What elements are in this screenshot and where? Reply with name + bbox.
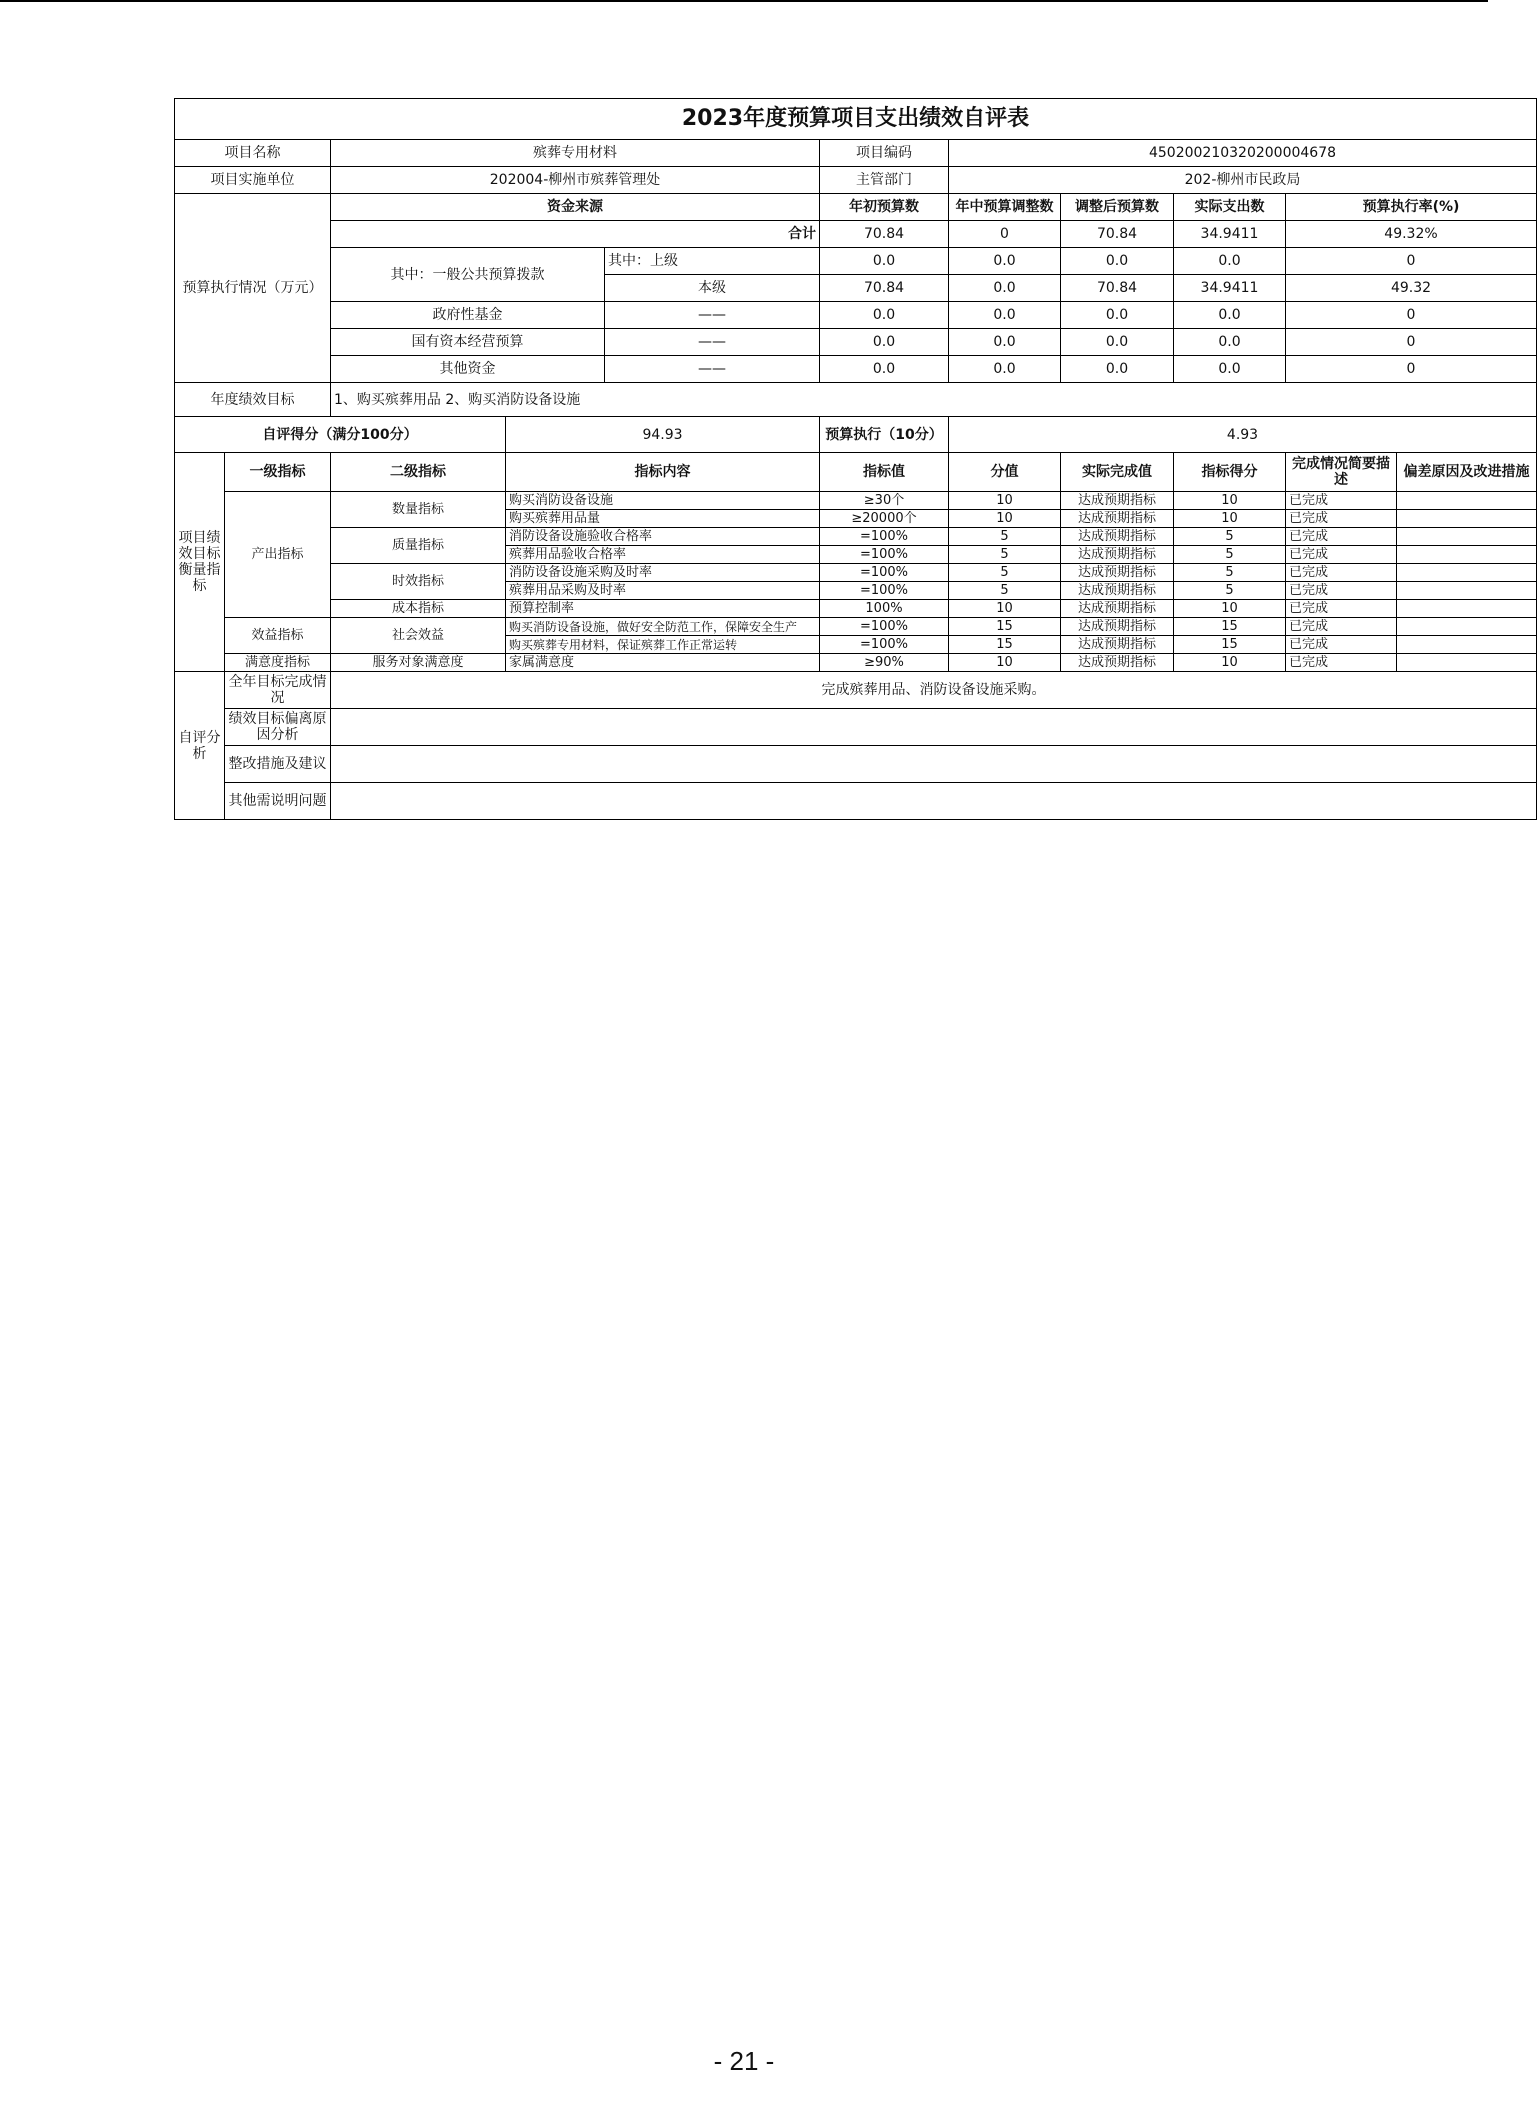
ind-status: 已完成 [1286, 636, 1397, 654]
ind-content: 殡葬用品验收合格率 [506, 546, 820, 564]
ind-status: 已完成 [1286, 582, 1397, 600]
ind-header-status: 完成情况简要描述 [1286, 453, 1397, 492]
analysis-label-other: 其他需说明问题 [225, 783, 331, 820]
budget-total-adjust: 0 [949, 221, 1061, 248]
ind-score: 10 [1174, 510, 1286, 528]
budget-other-label: 其他资金 [331, 356, 605, 383]
ind-actual: 达成预期指标 [1061, 654, 1174, 672]
budget-gov-fund-rate: 0 [1286, 302, 1537, 329]
ind-actual: 达成预期指标 [1061, 528, 1174, 546]
ind-target: =100% [820, 546, 949, 564]
ind-points: 5 [949, 582, 1061, 600]
level2-quality: 质量指标 [331, 528, 506, 564]
dept: 202-柳州市民政局 [949, 167, 1537, 194]
ind-content: 消防设备设施采购及时率 [506, 564, 820, 582]
budget-total-adjusted: 70.84 [1061, 221, 1174, 248]
ind-header-deviation: 偏差原因及改进措施 [1397, 453, 1537, 492]
project-name-label: 项目名称 [175, 140, 331, 167]
score-label: 自评得分（满分100分） [175, 417, 506, 453]
budget-total-label: 合计 [331, 221, 820, 248]
level2-timeliness: 时效指标 [331, 564, 506, 600]
level2-quantity: 数量指标 [331, 492, 506, 528]
dept-label: 主管部门 [820, 167, 949, 194]
project-code-label: 项目编码 [820, 140, 949, 167]
ind-score: 5 [1174, 564, 1286, 582]
budget-total-rate: 49.32% [1286, 221, 1537, 248]
ind-status: 已完成 [1286, 654, 1397, 672]
ind-points: 5 [949, 564, 1061, 582]
ind-points: 15 [949, 618, 1061, 636]
budget-header-actual: 实际支出数 [1174, 194, 1286, 221]
budget-state-capital-dash: —— [605, 329, 820, 356]
budget-local-rate: 49.32 [1286, 275, 1537, 302]
ind-header-level2: 二级指标 [331, 453, 506, 492]
ind-score: 15 [1174, 618, 1286, 636]
ind-target: =100% [820, 564, 949, 582]
budget-local-initial: 70.84 [820, 275, 949, 302]
impl-unit: 202004-柳州市殡葬管理处 [331, 167, 820, 194]
budget-gov-fund-label: 政府性基金 [331, 302, 605, 329]
ind-header-content: 指标内容 [506, 453, 820, 492]
score-value: 94.93 [506, 417, 820, 453]
ind-actual: 达成预期指标 [1061, 564, 1174, 582]
budget-gov-fund-adjusted: 0.0 [1061, 302, 1174, 329]
ind-target: 100% [820, 600, 949, 618]
budget-other-adjust: 0.0 [949, 356, 1061, 383]
ind-points: 5 [949, 546, 1061, 564]
ind-content: 殡葬用品采购及时率 [506, 582, 820, 600]
ind-actual: 达成预期指标 [1061, 636, 1174, 654]
ind-points: 10 [949, 510, 1061, 528]
analysis-text-other [331, 783, 1537, 820]
budget-state-capital-initial: 0.0 [820, 329, 949, 356]
ind-deviation [1397, 528, 1537, 546]
budget-header-source: 资金来源 [331, 194, 820, 221]
ind-content: 购买消防设备设施，做好安全防范工作，保障安全生产 [506, 618, 820, 636]
budget-upper-adjust: 0.0 [949, 248, 1061, 275]
budget-upper-rate: 0 [1286, 248, 1537, 275]
budget-upper-initial: 0.0 [820, 248, 949, 275]
level1-output: 产出指标 [225, 492, 331, 618]
ind-header-score: 指标得分 [1174, 453, 1286, 492]
ind-actual: 达成预期指标 [1061, 600, 1174, 618]
ind-status: 已完成 [1286, 600, 1397, 618]
ind-header-actual: 实际完成值 [1061, 453, 1174, 492]
ind-actual: 达成预期指标 [1061, 582, 1174, 600]
impl-unit-label: 项目实施单位 [175, 167, 331, 194]
budget-upper-label: 其中：上级 [605, 248, 820, 275]
budget-state-capital-label: 国有资本经营预算 [331, 329, 605, 356]
ind-score: 10 [1174, 600, 1286, 618]
ind-target: =100% [820, 528, 949, 546]
ind-content: 购买消防设备设施 [506, 492, 820, 510]
level2-service-satisfaction: 服务对象满意度 [331, 654, 506, 672]
ind-target: =100% [820, 582, 949, 600]
ind-deviation [1397, 510, 1537, 528]
budget-local-adjust: 0.0 [949, 275, 1061, 302]
ind-status: 已完成 [1286, 618, 1397, 636]
ind-points: 10 [949, 492, 1061, 510]
ind-deviation [1397, 636, 1537, 654]
budget-state-capital-actual: 0.0 [1174, 329, 1286, 356]
analysis-label-rectification: 整改措施及建议 [225, 746, 331, 783]
ind-actual: 达成预期指标 [1061, 510, 1174, 528]
analysis-label-deviation: 绩效目标偏离原因分析 [225, 709, 331, 746]
budget-other-dash: —— [605, 356, 820, 383]
budget-other-rate: 0 [1286, 356, 1537, 383]
budget-general-label: 其中：一般公共预算拨款 [331, 248, 605, 302]
ind-score: 10 [1174, 654, 1286, 672]
budget-state-capital-adjust: 0.0 [949, 329, 1061, 356]
ind-points: 10 [949, 654, 1061, 672]
budget-total-initial: 70.84 [820, 221, 949, 248]
performance-evaluation-table [174, 98, 1537, 820]
budget-local-adjusted: 70.84 [1061, 275, 1174, 302]
budget-total-actual: 34.9411 [1174, 221, 1286, 248]
top-border-line [0, 0, 1488, 2]
ind-actual: 达成预期指标 [1061, 618, 1174, 636]
level1-benefit: 效益指标 [225, 618, 331, 654]
ind-content: 购买殡葬专用材料，保证殡葬工作正常运转 [506, 636, 820, 654]
budget-header-adjusted: 调整后预算数 [1061, 194, 1174, 221]
annual-goal-text: 1、购买殡葬用品 2、购买消防设备设施 [331, 383, 1537, 417]
analysis-section-label: 自评分析 [175, 672, 225, 820]
page-number: - 21 - [713, 2046, 775, 2076]
budget-state-capital-rate: 0 [1286, 329, 1537, 356]
budget-other-initial: 0.0 [820, 356, 949, 383]
budget-other-actual: 0.0 [1174, 356, 1286, 383]
ind-status: 已完成 [1286, 528, 1397, 546]
ind-status: 已完成 [1286, 510, 1397, 528]
ind-target: ≥90% [820, 654, 949, 672]
ind-score: 5 [1174, 528, 1286, 546]
budget-other-adjusted: 0.0 [1061, 356, 1174, 383]
ind-status: 已完成 [1286, 546, 1397, 564]
analysis-text-deviation [331, 709, 1537, 746]
analysis-text-completion: 完成殡葬用品、消防设备设施采购。 [331, 672, 1537, 709]
annual-goal-label: 年度绩效目标 [175, 383, 331, 417]
ind-target: ≥30个 [820, 492, 949, 510]
exec-score-value: 4.93 [949, 417, 1537, 453]
ind-target: =100% [820, 618, 949, 636]
ind-deviation [1397, 618, 1537, 636]
ind-deviation [1397, 492, 1537, 510]
ind-deviation [1397, 654, 1537, 672]
project-name: 殡葬专用材料 [331, 140, 820, 167]
ind-target: ≥20000个 [820, 510, 949, 528]
ind-header-points: 分值 [949, 453, 1061, 492]
ind-status: 已完成 [1286, 564, 1397, 582]
ind-deviation [1397, 600, 1537, 618]
level2-cost: 成本指标 [331, 600, 506, 618]
ind-header-level1: 一级指标 [225, 453, 331, 492]
ind-deviation [1397, 546, 1537, 564]
budget-local-label: 本级 [605, 275, 820, 302]
ind-points: 15 [949, 636, 1061, 654]
budget-state-capital-adjusted: 0.0 [1061, 329, 1174, 356]
level2-social-benefit: 社会效益 [331, 618, 506, 654]
budget-gov-fund-initial: 0.0 [820, 302, 949, 329]
budget-gov-fund-dash: —— [605, 302, 820, 329]
budget-section-label: 预算执行情况（万元） [175, 194, 331, 383]
level1-satisfaction: 满意度指标 [225, 654, 331, 672]
table-title: 2023年度预算项目支出绩效自评表 [175, 99, 1537, 140]
ind-points: 10 [949, 600, 1061, 618]
budget-gov-fund-actual: 0.0 [1174, 302, 1286, 329]
ind-points: 5 [949, 528, 1061, 546]
ind-header-target: 指标值 [820, 453, 949, 492]
analysis-label-completion: 全年目标完成情况 [225, 672, 331, 709]
ind-score: 15 [1174, 636, 1286, 654]
ind-score: 10 [1174, 492, 1286, 510]
budget-header-rate: 预算执行率(%) [1286, 194, 1537, 221]
budget-upper-adjusted: 0.0 [1061, 248, 1174, 275]
ind-actual: 达成预期指标 [1061, 492, 1174, 510]
budget-gov-fund-adjust: 0.0 [949, 302, 1061, 329]
ind-deviation [1397, 582, 1537, 600]
ind-content: 消防设备设施验收合格率 [506, 528, 820, 546]
ind-content: 购买殡葬用品量 [506, 510, 820, 528]
project-code: 450200210320200004678 [949, 140, 1537, 167]
ind-score: 5 [1174, 546, 1286, 564]
ind-content: 预算控制率 [506, 600, 820, 618]
ind-target: =100% [820, 636, 949, 654]
ind-actual: 达成预期指标 [1061, 546, 1174, 564]
budget-local-actual: 34.9411 [1174, 275, 1286, 302]
exec-score-label: 预算执行（10分） [820, 417, 949, 453]
budget-upper-actual: 0.0 [1174, 248, 1286, 275]
ind-content: 家属满意度 [506, 654, 820, 672]
analysis-text-rectification [331, 746, 1537, 783]
ind-deviation [1397, 564, 1537, 582]
budget-header-initial: 年初预算数 [820, 194, 949, 221]
budget-header-adjust: 年中预算调整数 [949, 194, 1061, 221]
indicators-section-label: 项目绩效目标衡量指标 [175, 453, 225, 672]
ind-score: 5 [1174, 582, 1286, 600]
ind-status: 已完成 [1286, 492, 1397, 510]
